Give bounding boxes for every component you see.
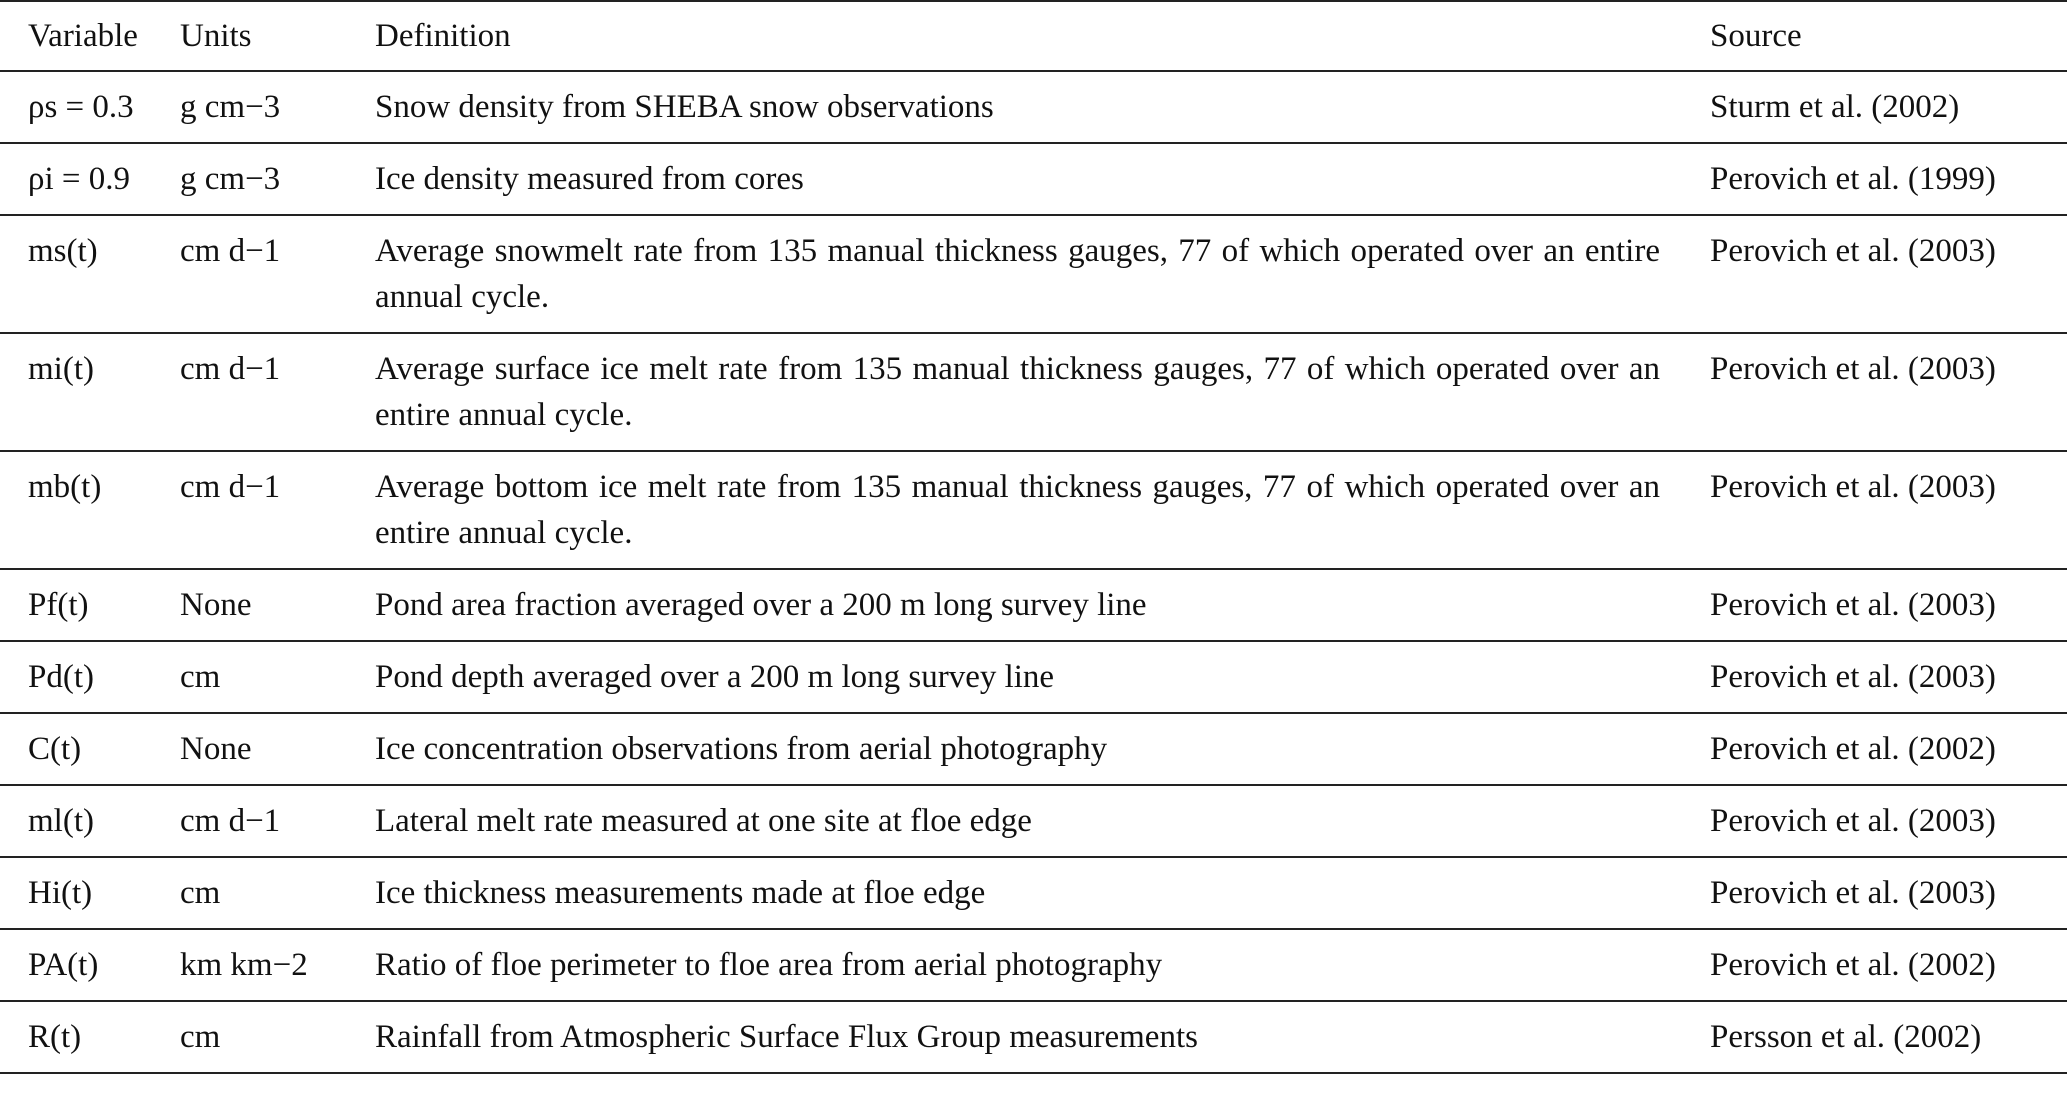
table-header <box>0 1 2067 71</box>
cell-units: None <box>180 731 252 767</box>
table-row <box>0 1001 2067 1073</box>
header-definition: Definition <box>375 18 511 54</box>
cell-definition: Average surface ice melt rate from 135 manual thickness gauges, 77 of which operated over an entire annual cycle. <box>375 351 1660 433</box>
cell-variable: R(t) <box>28 1019 82 1055</box>
cell-units: cm <box>180 875 221 911</box>
cell-definition: Ice concentration observations from aerial photography <box>375 731 1108 767</box>
cell-units: None <box>180 587 252 623</box>
cell-definition: Ice density measured from cores <box>375 161 804 197</box>
cell-source: Perovich et al. (1999) <box>1710 161 1996 197</box>
header-source: Source <box>1710 18 1802 54</box>
cell-definition: Lateral melt rate measured at one site at floe edge <box>375 803 1032 839</box>
cell-variable: ms(t) <box>28 233 98 269</box>
table-row <box>0 143 2067 215</box>
cell-source: Perovich et al. (2003) <box>1710 659 1996 695</box>
cell-variable: Pf(t) <box>28 587 89 623</box>
cell-source: Perovich et al. (2002) <box>1710 947 1996 983</box>
cell-variable: ρs = 0.3 <box>28 89 134 125</box>
cell-definition: Ice thickness measurements made at floe edge <box>375 875 986 911</box>
cell-units: km km−2 <box>180 947 308 983</box>
cell-units: cm d−1 <box>180 469 281 505</box>
cell-definition: Average snowmelt rate from 135 manual thickness gauges, 77 of which operated over an entire annual cycle. <box>375 233 1660 315</box>
cell-units: cm d−1 <box>180 803 281 839</box>
cell-variable: mi(t) <box>28 351 94 387</box>
cell-source: Perovich et al. (2002) <box>1710 731 1996 767</box>
header-variable: Variable <box>28 18 138 54</box>
table-body <box>0 71 2067 1073</box>
cell-source: Perovich et al. (2003) <box>1710 233 1996 269</box>
table-row <box>0 641 2067 713</box>
cell-units: g cm−3 <box>180 161 281 197</box>
table-row <box>0 569 2067 641</box>
cell-definition: Ratio of floe perimeter to floe area from aerial photography <box>375 947 1163 983</box>
table-row <box>0 71 2067 143</box>
cell-variable: C(t) <box>28 731 82 767</box>
cell-source: Perovich et al. (2003) <box>1710 351 1996 387</box>
cell-units: g cm−3 <box>180 89 281 125</box>
cell-source: Perovich et al. (2003) <box>1710 469 1996 505</box>
table-row <box>0 713 2067 785</box>
cell-units: cm <box>180 1019 221 1055</box>
cell-source: Persson et al. (2002) <box>1710 1019 1982 1055</box>
table-row <box>0 785 2067 857</box>
cell-variable: mb(t) <box>28 469 102 505</box>
header-row <box>0 1 2067 71</box>
cell-definition: Average bottom ice melt rate from 135 manual thickness gauges, 77 of which operated over an entire annual cycle. <box>375 469 1660 551</box>
cell-definition: Rainfall from Atmospheric Surface Flux Group measurements <box>375 1019 1198 1055</box>
cell-variable: ρi = 0.9 <box>28 161 130 197</box>
cell-source: Perovich et al. (2003) <box>1710 587 1996 623</box>
cell-units: cm d−1 <box>180 351 281 387</box>
cell-source: Perovich et al. (2003) <box>1710 803 1996 839</box>
cell-source: Perovich et al. (2003) <box>1710 875 1996 911</box>
table-row <box>0 333 2067 451</box>
cell-variable: Pd(t) <box>28 659 94 695</box>
cell-definition: Pond area fraction averaged over a 200 m long survey line <box>375 587 1147 623</box>
table-row <box>0 451 2067 569</box>
cell-variable: ml(t) <box>28 803 94 839</box>
header-units: Units <box>180 18 252 54</box>
cell-definition: Snow density from SHEBA snow observations <box>375 89 994 125</box>
cell-units: cm d−1 <box>180 233 281 269</box>
cell-source: Sturm et al. (2002) <box>1710 89 1960 125</box>
cell-variable: PA(t) <box>28 947 99 983</box>
table-row <box>0 929 2067 1001</box>
cell-definition: Pond depth averaged over a 200 m long survey line <box>375 659 1055 695</box>
cell-variable: Hi(t) <box>28 875 93 911</box>
table-row <box>0 857 2067 929</box>
table-row <box>0 215 2067 333</box>
cell-units: cm <box>180 659 221 695</box>
